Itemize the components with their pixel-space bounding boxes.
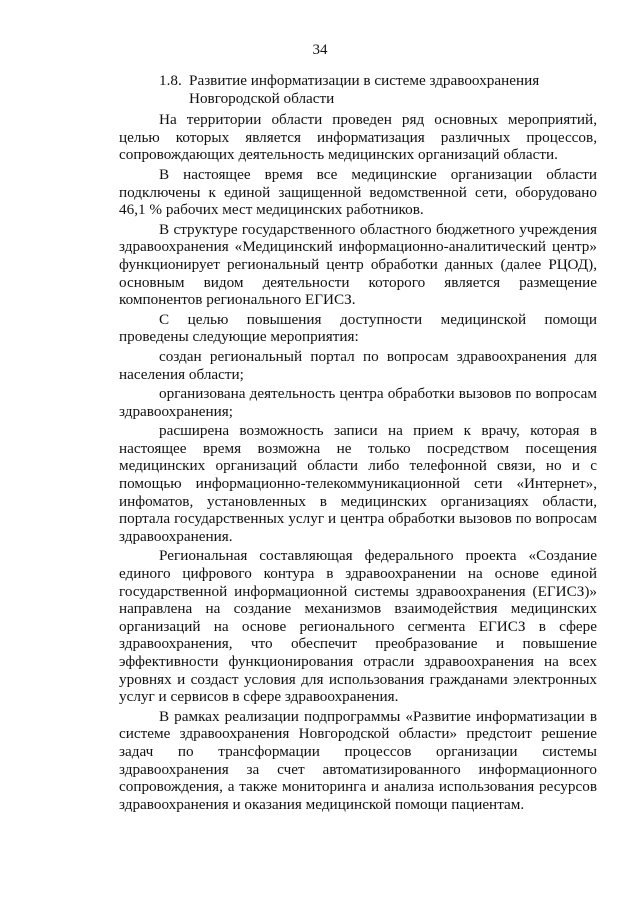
paragraph: В настоящее время все медицинские организации области подключены к единой защищенной ведомственной сети, оборудовано 46,1 % рабочих мест медицинских работников. — [119, 165, 597, 219]
paragraph: С целью повышения доступности медицинской помощи проведены следующие мероприятия: — [119, 310, 597, 346]
list-item: создан региональный портал по вопросам здравоохранения для населения области; — [119, 347, 597, 383]
paragraph: В рамках реализации подпрограммы «Развитие информатизации в системе здравоохранения Новгородской области» предстоит решение задач по трансформации процессов организации системы здравоохранения за счет автоматизированного информационного сопровождения, а также мониторинга и анализа использования ресурсов здравоохранения и оказания медицинской помощи пациентам. — [119, 707, 597, 813]
section-number: 1.8. — [159, 72, 182, 89]
paragraph: На территории области проведен ряд основных мероприятий, целью которых является информатизация различных процессов, сопровождающих деятельность медицинских организаций области. — [119, 111, 597, 164]
paragraph: Региональная составляющая федерального проекта «Создание единого цифрового контура в здравоохранении на основе единой государственной информационной системы здравоохранения (ЕГИСЗ)» направлена на создание механизмов взаимодействия медицинских организаций на основе регионального сегмента ЕГИСЗ в сфере здравоохранения, что обеспечит преобразование и повышение эффективности функционирования отрасли здравоохранения на всех уровнях и создаст условия для использования гражданами электронных услуг и сервисов в сфере здравоохранения. — [119, 547, 597, 706]
page-number: 34 — [312, 42, 328, 58]
section-title-line1: Развитие информатизации в системе здравоохранения — [189, 72, 540, 89]
document-body — [119, 72, 597, 815]
list-item: расширена возможность записи на прием к врачу, которая в настоящее время возможна не только посредством посещения медицинских организаций области либо телефонной связи, но и с помощью информационно-телекоммуникационной сети «Интернет», инфоматов, установленных в медицинских организациях области, портала государственных услуг и центра обработки вызовов по вопросам здравоохранения. — [119, 422, 597, 545]
section-heading — [119, 72, 597, 107]
list-item: организована деятельность центра обработки вызовов по вопросам здравоохранения; — [119, 385, 597, 420]
section-title-line2: Новгородской области — [189, 89, 335, 107]
paragraph: В структуре государственного областного бюджетного учреждения здравоохранения «Медицинский информационно-аналитический центр» функционирует региональный центр обработки данных (далее РЦОД), основным видом деятельности которого является размещение компонентов регионального ЕГИСЗ. — [119, 220, 597, 309]
